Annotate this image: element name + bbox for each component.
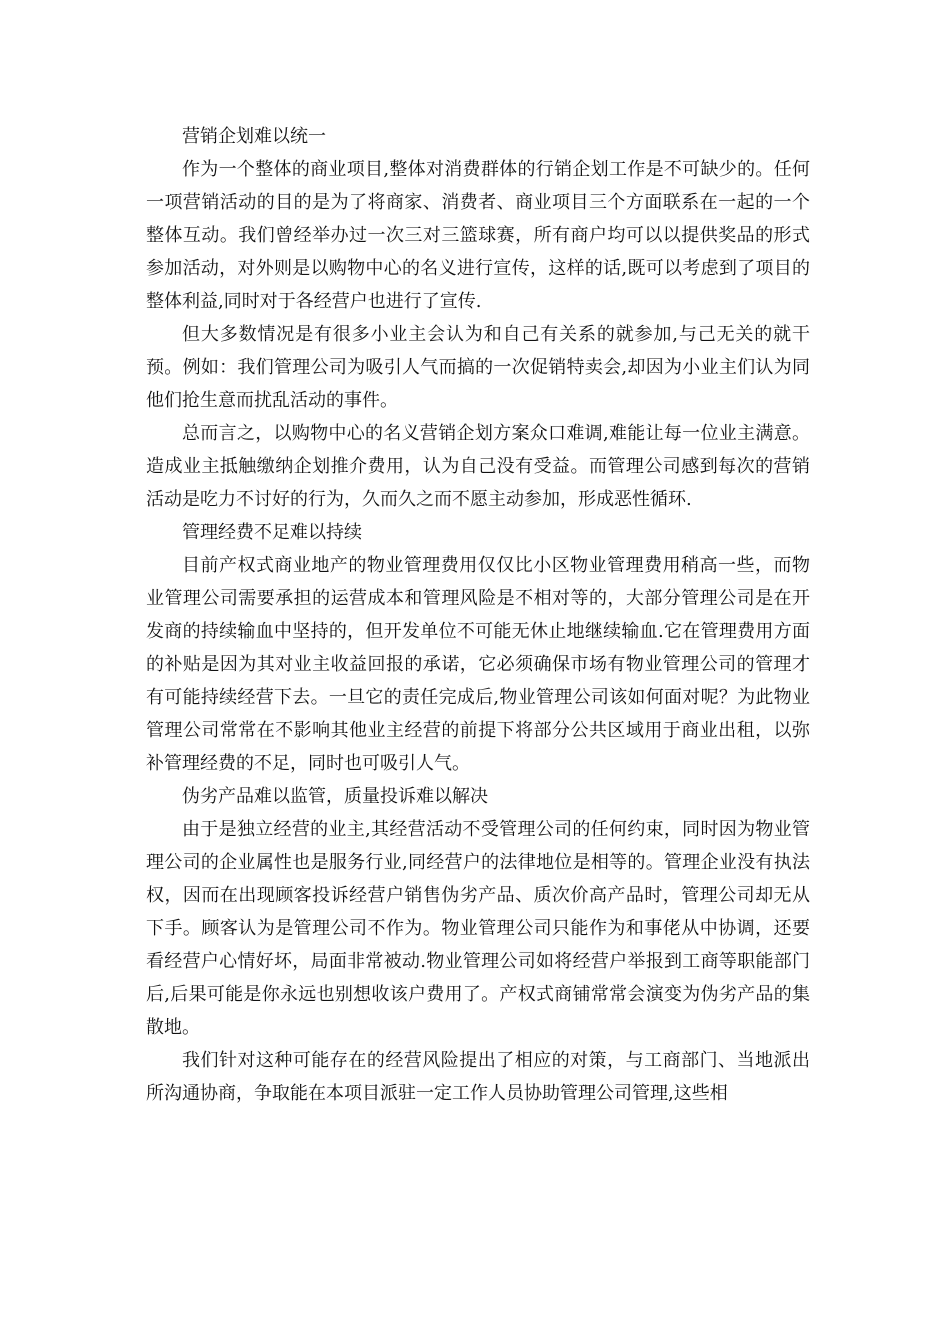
paragraph: 我们针对这种可能存在的经营风险提出了相应的对策，与工商部门、当地派出所沟通协商，争取能在本项目派驻一定工作人员协助管理公司管理,这些相 (146, 1050, 810, 1104)
paragraph: 作为一个整体的商业项目,整体对消费群体的行销企划工作是不可缺少的。任何一项营销活动的目的是为了将商家、消费者、商业项目三个方面联系在一起的一个整体互动。我们曾经举办过一次三对三篮球赛，所有商户均可以以提供奖品的形式参加活动，对外则是以购物中心的名义进行宣传，这样的话,既可以考虑到了项目的整体利益,同时对于各经营户也进行了宣传. (146, 159, 810, 312)
paragraph: 目前产权式商业地产的物业管理费用仅仅比小区物业管理费用稍高一些，而物业管理公司需要承担的运营成本和管理风险是不相对等的，大部分管理公司是在开发商的持续输血中坚持的，但开发单位不可能无休止地继续输血.它在管理费用方面的补贴是因为其对业主收益回报的承诺，它必须确保市场有物业管理公司的管理才有可能持续经营下去。一旦它的责任完成后,物业管理公司该如何面对呢？为此物业管理公司常常在不影响其他业主经营的前提下将部分公共区域用于商业出租，以弥补管理经费的不足，同时也可吸引人气。 (146, 555, 810, 774)
document-page (146, 120, 810, 1110)
section-heading-marketing: 营销企划难以统一 (182, 126, 326, 147)
section-heading-quality: 伪劣产品难以监管，质量投诉难以解决 (182, 786, 488, 807)
paragraph: 总而言之，以购物中心的名义营销企划方案众口难调,难能让每一位业主满意。造成业主抵触缴纳企划推介费用，认为自己没有受益。而管理公司感到每次的营销活动是吃力不讨好的行为，久而久之而不愿主动参加，形成恶性循环. (146, 423, 810, 510)
section-heading-funding: 管理经费不足难以持续 (182, 522, 362, 543)
paragraph: 但大多数情况是有很多小业主会认为和自己有关系的就参加,与己无关的就干预。例如：我们管理公司为吸引人气而搞的一次促销特卖会,却因为小业主们认为同他们抢生意而扰乱活动的事件。 (146, 324, 810, 411)
paragraph: 由于是独立经营的业主,其经营活动不受管理公司的任何约束，同时因为物业管理公司的企业属性也是服务行业,同经营户的法律地位是相等的。管理企业没有执法权，因而在出现顾客投诉经营户销售伪劣产品、质次价高产品时，管理公司却无从下手。顾客认为是管理公司不作为。物业管理公司只能作为和事佬从中协调，还要看经营户心情好坏，局面非常被动.物业管理公司如将经营户举报到工商等职能部门后,后果可能是你永远也别想收该户费用了。产权式商铺常常会演变为伪劣产品的集散地。 (146, 819, 810, 1038)
